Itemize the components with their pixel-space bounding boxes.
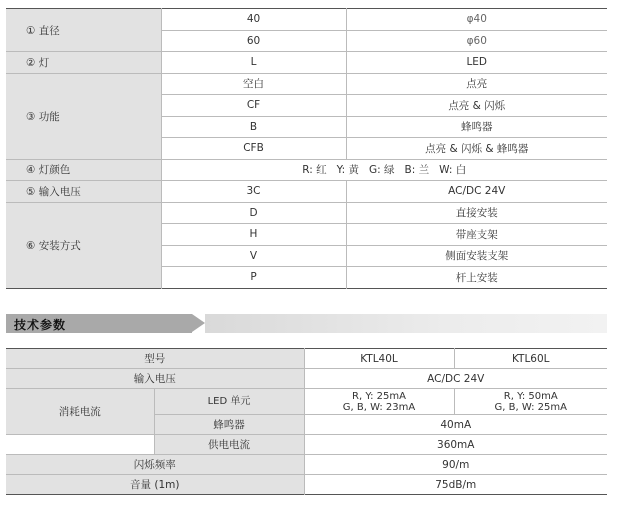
blank-cell: [6, 435, 154, 455]
table-row: [6, 181, 607, 203]
option-desc: LED: [346, 52, 607, 74]
option-code: CFB: [161, 138, 346, 160]
row-label-function: ③ 功能: [6, 73, 161, 159]
model-value: KTL40L: [304, 349, 454, 369]
table-row: [6, 9, 607, 31]
led-current-line: G, B, W: 25mA: [494, 401, 567, 413]
row-label-mounting: ⑥ 安装方式: [6, 202, 161, 288]
supply-current-value: 360mA: [304, 435, 607, 455]
option-desc: 蜂鸣器: [346, 116, 607, 138]
option-code: 60: [161, 30, 346, 52]
ordering-spec-table: [6, 8, 607, 289]
option-desc: 点亮: [346, 73, 607, 95]
option-desc: 点亮 & 闪烁 & 蜂鸣器: [346, 138, 607, 160]
color-codes: R: 红 Y: 黄 G: 绿 B: 兰 W: 白: [161, 159, 607, 181]
led-current-line: G, B, W: 23mA: [342, 401, 416, 413]
table-row: [6, 73, 607, 95]
option-code: CF: [161, 95, 346, 117]
buzzer-label: 蜂鸣器: [154, 415, 304, 435]
model-label: 型号: [6, 349, 304, 369]
buzzer-value: 40mA: [304, 415, 607, 435]
table-row: [6, 389, 607, 415]
supply-current-label: 供电电流: [154, 435, 304, 455]
option-desc: AC/DC 24V: [346, 181, 607, 203]
flash-rate-label: 闪烁频率: [6, 455, 304, 475]
table-row: [6, 159, 607, 181]
option-code: D: [161, 202, 346, 224]
row-label-diameter: ① 直径: [6, 9, 161, 52]
option-code: 40: [161, 9, 346, 31]
table-row: [6, 455, 607, 475]
tech-spec-table: [6, 348, 607, 495]
option-desc: φ60: [346, 30, 607, 52]
option-desc: 带座支架: [346, 224, 607, 246]
section-title: 技术参数: [14, 318, 67, 332]
led-current-line: R, Y: 25mA: [352, 390, 406, 402]
volume-label: 音量 (1m): [6, 475, 304, 495]
table-row: [6, 202, 607, 224]
table-row: [6, 475, 607, 495]
row-label-input-voltage: ⑤ 输入电压: [6, 181, 161, 203]
input-voltage-label: 输入电压: [6, 369, 304, 389]
model-value: KTL60L: [511, 352, 550, 365]
input-voltage-value: AC/DC 24V: [304, 369, 607, 389]
option-code: L: [161, 52, 346, 74]
option-code: H: [161, 224, 346, 246]
option-desc: 点亮 & 闪烁: [346, 95, 607, 117]
table-row: [6, 349, 607, 369]
option-desc: 侧面安装支架: [346, 245, 607, 267]
option-code: 空白: [161, 73, 346, 95]
row-label-lamp-color: ④ 灯颜色: [6, 159, 161, 181]
flash-rate-value: 90/m: [304, 455, 607, 475]
option-code: P: [161, 267, 346, 289]
option-desc: 直接安装: [346, 202, 607, 224]
table-row: [6, 369, 607, 389]
option-desc: 杆上安装: [346, 267, 607, 289]
option-code: B: [161, 116, 346, 138]
option-code: 3C: [161, 181, 346, 203]
led-current-line: R, Y: 50mA: [503, 390, 558, 402]
volume-value: 75dB/m: [304, 475, 607, 495]
table-row: [6, 52, 607, 74]
section-header-arrow: [192, 314, 205, 332]
row-label-lamp: ② 灯: [6, 52, 161, 74]
option-desc: φ40: [466, 13, 487, 26]
led-current-value: [454, 389, 607, 415]
led-current-value: [304, 389, 454, 415]
section-header-fade: [205, 314, 607, 333]
section-header: [6, 314, 607, 333]
table-row: [6, 435, 607, 455]
option-code: V: [161, 245, 346, 267]
led-unit-label: LED 单元: [154, 389, 304, 415]
current-label: 消耗电流: [6, 389, 154, 435]
